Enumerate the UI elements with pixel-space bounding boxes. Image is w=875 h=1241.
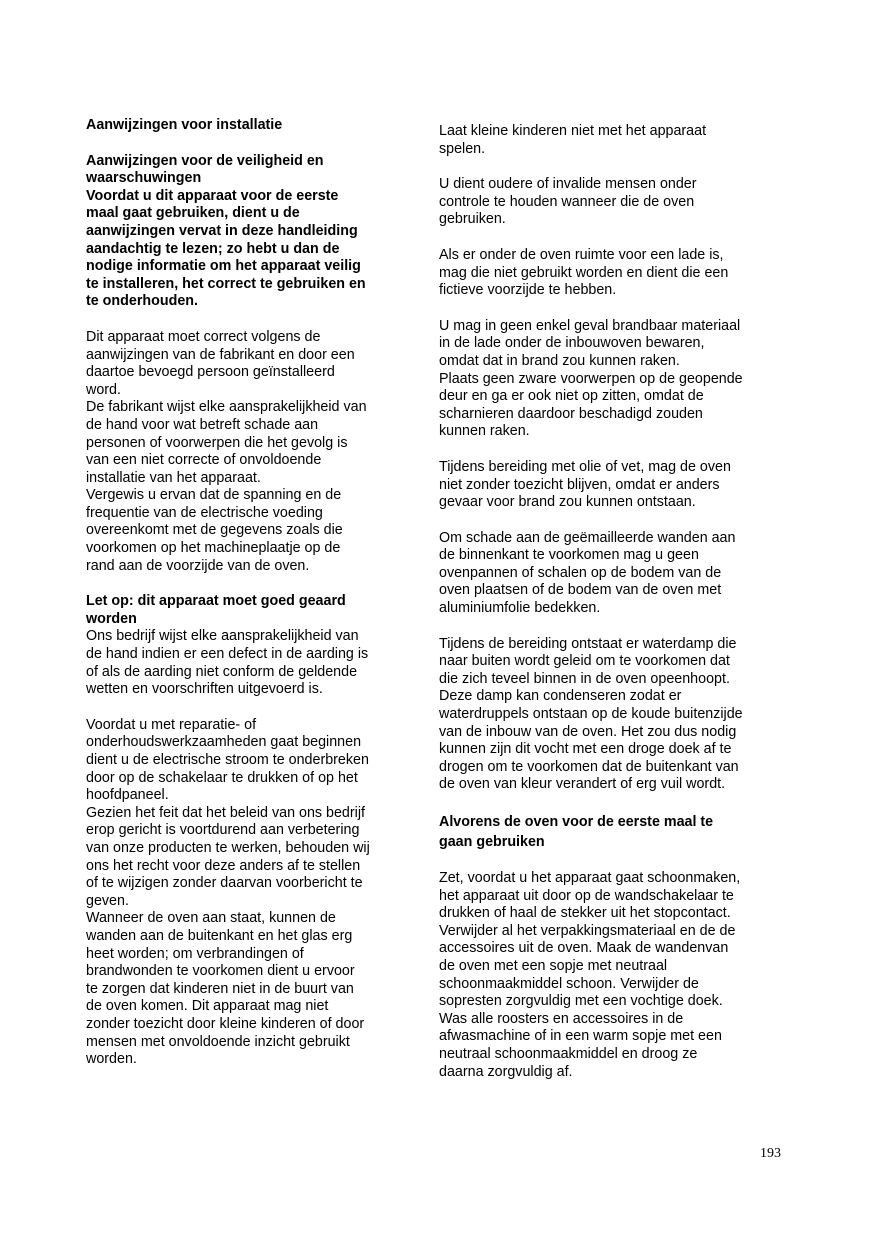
earthing-heading bbox=[86, 593, 418, 628]
text-line: onderhoudswerkzaamheden gaat beginnen bbox=[86, 734, 362, 751]
text-line: brandwonden te voorkomen dient u ervoor bbox=[86, 963, 355, 980]
text-line: U dient oudere of invalide mensen onder bbox=[439, 176, 697, 193]
text-line: in de lade onder de inbouwoven bewaren, bbox=[439, 335, 705, 352]
text-line: accessoires uit de oven. Maak de wandenvan bbox=[439, 940, 729, 957]
text-line: Vergewis u ervan dat de spanning en de bbox=[86, 487, 342, 504]
text-line: geven. bbox=[86, 892, 129, 909]
text-line: Ons bedrijf wijst elke aansprakelijkheid van bbox=[86, 628, 359, 645]
text-line: de binnenkant te voorkomen mag u geen bbox=[439, 547, 699, 564]
text-line: Wanneer de oven aan staat, kunnen de bbox=[86, 910, 336, 927]
text-line: neutraal schoonmaakmiddel en droog ze bbox=[439, 1045, 698, 1062]
paragraph-earthing bbox=[86, 628, 418, 698]
text-line: afwasmachine of in een warm sopje met een bbox=[439, 1028, 722, 1045]
text-line: nodige informatie om het apparaat veilig bbox=[86, 258, 361, 275]
text-line: van de inbouw van de oven. Het zou dus nodig bbox=[439, 723, 737, 740]
text-line: personen of voorwerpen die het gevolg is bbox=[86, 434, 348, 451]
paragraph-steam bbox=[439, 636, 794, 794]
text-line: worden. bbox=[86, 1051, 137, 1068]
text-line: drogen om te voorkomen dat de buitenkant van bbox=[439, 758, 739, 775]
text-line: gebruiken. bbox=[439, 211, 506, 228]
text-line: Plaats geen zware voorwerpen op de geopende bbox=[439, 370, 743, 387]
heading-line: gaan gebruiken bbox=[439, 834, 545, 850]
paragraph-elderly bbox=[439, 176, 794, 229]
text-line: Verwijder al het verpakkingsmateriaal en de de bbox=[439, 922, 736, 939]
text-line: frequentie van de electrische voeding bbox=[86, 504, 323, 521]
text-line: drukken of haal de stekker uit het stopcontact. bbox=[439, 905, 731, 922]
heading-line: worden bbox=[86, 610, 137, 627]
text-line: ons het recht voor deze anders af te stellen bbox=[86, 857, 361, 874]
text-line: de oven van kleur verandert of erg vuil wordt. bbox=[439, 776, 726, 793]
heading-line: waarschuwingen bbox=[86, 170, 202, 187]
first-use-heading bbox=[439, 812, 794, 852]
text-line: fictieve voorzijde te hebben. bbox=[439, 282, 617, 299]
text-line: aanwijzingen vervat in deze handleiding bbox=[86, 222, 358, 239]
text-line: wanden aan de buitenkant en het glas erg bbox=[86, 927, 353, 944]
text-line: Tijdens bereiding met olie of vet, mag de oven bbox=[439, 458, 731, 475]
text-line: aandachtig te lezen; zo hebt u dan de bbox=[86, 240, 340, 257]
text-line: U mag in geen enkel geval brandbaar materiaal bbox=[439, 317, 741, 334]
text-line: spelen. bbox=[439, 140, 486, 157]
paragraph-drawer bbox=[439, 247, 794, 300]
text-line: of als de aarding niet conform de geldende bbox=[86, 663, 358, 680]
text-line: De fabrikant wijst elke aansprakelijkheid van bbox=[86, 399, 367, 416]
text-line: heet worden; om verbrandingen of bbox=[86, 945, 304, 962]
text-line: mag die niet gebruikt worden en dient die een bbox=[439, 264, 729, 281]
paragraph-first-use bbox=[439, 870, 794, 1081]
text-line: overeenkomt met de gegevens zoals die bbox=[86, 522, 343, 539]
text-line: wetten en voorschriften uitgevoerd is. bbox=[86, 681, 323, 698]
text-line: controle te houden wanneer die de oven bbox=[439, 193, 695, 210]
text-line: de hand voor wat betreft schade aan bbox=[86, 416, 319, 433]
paragraph-repair bbox=[86, 717, 418, 1069]
text-line: scharnieren daardoor beschadigd zouden bbox=[439, 405, 703, 422]
text-line: van onze producten te werken, behouden wij bbox=[86, 839, 370, 856]
text-line: rand aan de voorzijde van de oven. bbox=[86, 557, 310, 574]
paragraph-children bbox=[439, 123, 794, 158]
safety-heading bbox=[86, 153, 418, 188]
text-line: word. bbox=[86, 381, 121, 398]
paragraph-flammable bbox=[439, 318, 794, 441]
text-line: mensen met onvoldoende inzicht gebruikt bbox=[86, 1033, 350, 1050]
text-line: te installeren, het correct te gebruiken en bbox=[86, 275, 366, 292]
text-line: Tijdens de bereiding ontstaat er waterdamp die bbox=[439, 635, 737, 652]
text-line: Was alle roosters en accessoires in de bbox=[439, 1010, 684, 1027]
text-line: omdat dat in brand zou kunnen raken. bbox=[439, 352, 680, 369]
text-line: naar buiten wordt geleid om te voorkomen dat bbox=[439, 653, 730, 670]
text-line: die zich teveel binnen in de oven opeenhoopt. bbox=[439, 670, 730, 687]
text-line: Als er onder de oven ruimte voor een lade is, bbox=[439, 246, 724, 263]
text-line: waterdruppels ontstaan op de koude buitenzijde bbox=[439, 706, 743, 723]
text-line: hoofdpaneel. bbox=[86, 787, 169, 804]
text-line: de oven met een sopje met neutraal bbox=[439, 957, 668, 974]
text-line: daartoe bevoegd persoon geïnstalleerd bbox=[86, 364, 335, 381]
text-line: zonder toezicht door kleine kinderen of door bbox=[86, 1015, 365, 1032]
section-title: Aanwijzingen voor installatie bbox=[86, 117, 283, 133]
text-line: oven plaatsen of de bodem van de oven met bbox=[439, 582, 722, 599]
text-line: gevaar voor brand zou kunnen ontstaan. bbox=[439, 494, 696, 511]
text-line: niet zonder toezicht blijven, omdat er anders bbox=[439, 476, 720, 493]
text-line: daarna zorgvuldig af. bbox=[439, 1063, 573, 1080]
text-line: sopresten zorgvuldig met een vochtige doek. bbox=[439, 993, 723, 1010]
heading-line: Aanwijzingen voor de veiligheid en bbox=[86, 152, 324, 169]
text-line: van een niet correcte of onvoldoende bbox=[86, 452, 322, 469]
text-line: Gezien het feit dat het beleid van ons bedrijf bbox=[86, 804, 365, 821]
paragraph-enamel bbox=[439, 530, 794, 618]
text-line: de hand indien er een defect in de aarding is bbox=[86, 646, 369, 663]
text-line: of te wijzigen zonder daarvan voorbericht te bbox=[86, 875, 363, 892]
text-line: dient u de electrische stroom te onderbreken bbox=[86, 752, 369, 768]
text-line: voorkomen op het machineplaatje op de bbox=[86, 540, 341, 557]
text-line: schoonmaakmiddel schoon. Verwijder de bbox=[439, 975, 699, 992]
text-line: deur en ga er ook niet op zitten, omdat de bbox=[439, 388, 704, 405]
safety-intro bbox=[86, 188, 418, 311]
text-line: aluminiumfolie bedekken. bbox=[439, 600, 601, 617]
text-line: door op de schakelaar te drukken of op het bbox=[86, 769, 358, 786]
text-line: te onderhouden. bbox=[86, 293, 198, 310]
text-line: het apparaat uit door op de wandschakelaar te bbox=[439, 887, 734, 904]
page-number: 193 bbox=[760, 1146, 781, 1161]
text-line: ovenpannen of schalen op de bodem van de bbox=[439, 564, 722, 581]
left-column bbox=[86, 117, 418, 1069]
text-line: kunnen raken. bbox=[439, 423, 530, 440]
heading-line: Let op: dit apparaat moet goed geaard bbox=[86, 593, 346, 610]
text-line: Om schade aan de geëmailleerde wanden aan bbox=[439, 529, 736, 546]
text-line: Laat kleine kinderen niet met het apparaat bbox=[439, 123, 707, 139]
paragraph-oil bbox=[439, 459, 794, 512]
text-line: de oven komen. Dit apparaat mag niet bbox=[86, 998, 329, 1015]
text-line: installatie van het apparaat. bbox=[86, 469, 261, 486]
text-line: Voordat u dit apparaat voor de eerste bbox=[86, 187, 339, 204]
text-line: maal gaat gebruiken, dient u de bbox=[86, 205, 300, 222]
text-line: Zet, voordat u het apparaat gaat schoonmaken, bbox=[439, 870, 741, 886]
right-column bbox=[439, 123, 794, 1081]
text-line: Dit apparaat moet correct volgens de bbox=[86, 328, 321, 345]
text-line: aanwijzingen van de fabrikant en door een bbox=[86, 346, 355, 363]
paragraph-installation bbox=[86, 329, 418, 575]
text-line: Voordat u met reparatie- of bbox=[86, 716, 257, 733]
heading-line: Alvorens de oven voor de eerste maal te bbox=[439, 814, 714, 830]
text-line: erop gericht is voortdurend aan verbetering bbox=[86, 822, 360, 839]
text-line: kunnen zijn dit vocht met een droge doek af te bbox=[439, 741, 732, 758]
text-line: te zorgen dat kinderen niet in de buurt van bbox=[86, 980, 354, 997]
text-line: Deze damp kan condenseren zodat er bbox=[439, 688, 682, 705]
